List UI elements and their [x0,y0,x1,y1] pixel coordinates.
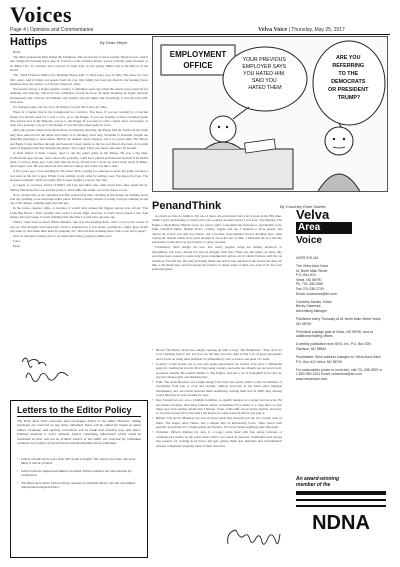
velva-area-voice-logo [296,208,352,246]
paragraph: It's changed some, but not a lot. Or maybe it is just that I am a lot older. [13,105,108,110]
award-line: An award-winning [296,476,340,482]
paragraph: As much as I hate to admit it, I'm one of those old-soul music fans who is stuck in the '80s time-claim. I grew up listening to artists who were popular decades before I was born. The Beatles, The Eagles, Chuck Berry, Marvin Gaye. As I grew older, I expanded my horizons to psychedelic rock, funk, Christian music, British music, country, reggae and rap. I listened to more genres, but almost all of that was still pre-'classic' old. I became close-minded toward anything new, often saying my current artists were great enough or stood the test of time. I lamented the fact that my generation would have no good music to show our kids. [152,214,282,245]
paragraph: Shirley came back in about fifteen minutes. She saw me standing there, with a rose in the corner of my eye. She thought I had been hurt. I had to explain how it was about a petting in a fight, guys would just walk by and shake their head in sympathy for "that old man standing there with a rose and a purse." [10,220,148,233]
paragraph: There is a bucker that in the background for cowboys. The three, if you are looking for a rancher friend you haven't seen for a year or two, go to the Range. If you are looking to meet a hunting guide who used to live in the Dakotas, you go to the Range. If you need to cash a check, have a beverage, or drop off a package, you go to the Range. It was the best poker game in town. [10,110,148,128]
paper-header [258,27,345,33]
logo-velva: Velva [296,207,330,222]
paragraph: Now, picture this. A two hundred and fifty pound plus man, standing in the Range on bucking horse sale day, holding a rose and huge ladies purse. Picture a steady stream of young cowboys walking in and out of the Range, walking right past this guy. [10,192,148,206]
letters-rule [17,416,141,417]
courtney-signature [222,516,284,560]
paragraph: In the looks, sneezes, sighs, or niceties, it would have ensued the biggest uproar ever. About "The Little Big Horse." Well, actually, that wasn't a movie fight. Anyway, it would have caused a riot. And being older and wiser, I wasn't relishing this idea like I would have decades ago. [10,206,148,220]
paragraph: • Rap: Donald Glover, a.k.a. Childish Gambino, is equally talented as a rapper and an actor. He has better wordplay than most famous artists; sometimes I'll re-listen to a song three or four times and catch another subtle trick I missed. Some of his stuff can be pretty explicit, however, so if you're turned off by that like I am maybe do some research before you play it. [152,398,282,416]
paragraph: Dean [13,243,20,248]
masthead-staff [296,300,386,314]
header-rule [10,34,390,35]
hattips-byline: By Dean Meyer [100,40,128,45]
masthead-periodical: Periodical postage paid at Velva, ND 58790, and at additional mailing offices. [296,329,373,339]
paragraph: • Country: Caleb stands out as rare and under-appreciated, he doesn't even have a Wikipedia page yet. Getting his start in 2012, the young country-soul artist has already put out seven well-produced albums. He sounds similar to The Eagles, and has a lot of thoughtful lyrics that go beyond chasing girls and drinking beer. [152,362,282,380]
letters-guidelines [17,457,141,493]
cartoon-right-bubble: ARE YOU REFERRING TO THE DEMOCRATS OR PRESIDENT TRUMP? [328,55,369,101]
masthead-usps: USPS 019-116 [296,256,319,260]
paragraph: We weren't always a leader, gentler cowboy. I remember years ago when the streets were roped off for drinking and dancing. The local bar ordinances would be froze all night breaking up fights between shopkeepers and cowboys and Indians and soldiers and girl fights and everything. It was the real wild, wild west. [10,87,148,105]
paper-name-b: Voice [273,27,288,33]
paragraph: A couple of cowboys, friend of Matt's and Lily and mine who came down here, they asked me in. Shirley Hands me her rose and her purse to hold while she walks out on the dance to rest. [10,183,148,192]
cartoon-sign-line2: OFFICE [183,61,213,70]
paragraph: After the parade comes down main street on Saturday morning, the Range fills up. Earlier in the week they have removed all the tables and chairs. It is standing room only. Shoulder to shoulder. People are hollering greetings to newcomers. Beards are shaken, beers slopped, and it is a great time. The Dixon and Eagle Corps marches through and General Custer stands on the bar and directs the band. A Scottish band of bagpipes marches through and plays a few songs. There are cheers and beers all around. [10,128,148,151]
paragraph: The third weekend in May brings the Preakness. The second leg of horse racings Triple Crown. And it also brings the bucking horse sale. If you live on the northern plains, you've probably been through, or in, Miles City. To ranchers and cowboys of older days, in the spring, Miles City is the Mecca of the North. [10,55,148,73]
masthead-subscribe: For subscription prices or more info, call 701-338-2599 or 1-800-950-1401 Email: voicenews@srt.com www.velvavoice.com [296,367,383,381]
masthead-postmaster: Postmaster: Send address changes to: Velva Area Voice P.O. Box 610 Velva, ND 58790 [296,355,381,364]
cartoon-middle-bubble: YOUR PREVIOUS EMPLOYER SAYS YOU HATED HIM. SAID YOU HATED THEM [242,57,287,91]
letters-policy-box [10,400,148,558]
masthead-subscription: A weekly publication from BHG, Inc. P.O. Box 309, Garrison, ND 58540 [296,342,372,351]
logo-voice: Voice [296,235,322,246]
cartoon-sign-line1: EMPLOYMENT [169,50,227,59]
letters-guideline: • Letters should not be more than 350 words in length. The shorter the letter, the more likely it will be printed. [17,457,141,466]
letters-title: Letters to the Editor Policy [17,405,132,415]
paragraph: • Christian: Offset's Rafting my tune is a hoppy indie band with fun, string fashions or contemporary music, in the point where there's not much in between. Indiefolk-Grace moves that passion for crafting good lyrics and gets giving them new melodies and instrumentals without completely stripping them of their character. [152,430,282,448]
paragraph: • Block: The Killers broke the tonight, opening up with a song, "Mr. Brightside." They don't try to be anything they're not, and you can tell they love fun. Add to that a lot of great personality and a focus on using their platform for philanthropy, and you have one heck of a band. [152,348,282,361]
letters-guideline: • The Velva Area Voice will not honor requests to withhold names. We will not publish anonymous/unsigned letters. [17,481,141,490]
dean-signature [18,352,78,390]
address-line: The Velva Area Voice [296,264,329,269]
masthead-address [296,264,386,296]
cartoon-drawing [153,37,388,192]
section-title: Voices [10,2,73,27]
paragraph: A farm friend of mine, Casper, used to run the poker game at the Range. He was a big man. Professional sure shooter. And a man who probably could have played professional football if he hadn't been a cowboy. Years ago, I saw him take his boots off and toss a stack out down main street in Miles. And Casper won. He was about six-five and two-ninety and could toss like a deer. [10,151,148,169]
ndna-text: NDNA [312,512,370,534]
staff-line: Courtney Davies, Editor [296,299,332,304]
masthead-sidebar [290,208,390,562]
editorial-cartoon [152,36,388,192]
issue-date: | Thursday, May 25, 2017 [288,27,345,33]
paper-name-a: Velva [258,27,273,33]
letters-intro: The Velva Area Voice welcomes and encourages letters to the editor. However, editing privileges are reserved on any items submitted. Items will be edited for length as space allows. Grammar and spelling corrections will be made and revisions may take place. Libelous material is never allowed. Letters containing information which could be construed as libel will not be printed. Letters to the editor are reserved for individual comment on a subject of local interest and should follow these guidelines. [17,419,141,446]
paragraph: A few years ago, I was standing by the poker table, waiting for someone to leave the game, because I was next on the list to play. While I was waiting a lady came by selling roses. You know the type. The hopeless romantic. Well, not really. But Casper bought a rose for my wife. [10,169,148,183]
ndna-logo [296,491,386,537]
paragraph: The "World Famous Miles City Bucking Horse Sale" is held every year in May. Has been for over fifty years. And it brings out people from all over. Our family has been involved in the bucking horse business since the sixties, so I haven't missed it often. [10,73,148,87]
letters-guideline: • Letters must be signed and address included. Phone numbers are also advised for verification. [17,469,141,478]
page-subhead: Page 4 | Opinions and Commentaries [10,27,94,33]
hattips-title: Hattips [10,36,48,48]
award-line: member of the [296,482,331,488]
paragraph: • Folk: The Avett Brothers are a high-energy folk band who aren't afraid to mix in elements of everything from pop to rock and ragtime. Almost everyone in the band plays multiple instruments, and can switch between them seamlessly. Getting their start in 2000, they already sound like they've been around for ages. [152,380,282,398]
paragraph: • British: The Arctic Monkeys are one of those bands that instantly put me in a certain state of mind. The singer, Alex Turner, has a unique mix of influencing lyrics, often varied with periodic long fields. It's a mini-upbeat and mellow, I've never heard anything quite like them. [152,416,282,429]
address-line: P.O. Box 610 [296,273,316,278]
hattips-body [10,50,148,350]
address-line: Velva, ND 58790 [296,277,322,282]
paragraph: Hello, [13,50,22,54]
address-line: Email: voicenews@srt.com [296,291,337,296]
paragraph: Later, [13,238,21,243]
award-text [296,476,339,488]
address-line: Fax 701-338-2709 [296,287,324,292]
address-line: #1 North Main Street [296,268,328,273]
penthink-title: PenandThink [152,200,222,212]
paragraph: Fortunately, that's simply not true. Yes, many popular songs are simple, mediocre or throughline, but every decade has had its struggle with that. These are still gems out there. My ears have been opened to some truly great contemporary artists, all of whom I believe will live on in history. For this list, I'm only including bands and artists who debuted in the lowest ten dates I'd like to list them here, and encourage my readers to check some of them out, even if it's not your preferred genre. [152,245,282,272]
logo-area: Area [296,222,352,234]
masthead-info [296,256,386,385]
staff-line: Advertising Manager [296,308,328,313]
paragraph: And, in retrospect, being old is a lot easier than being young in Miles now! [13,233,112,238]
masthead-publishing: Published every Thursday at #1 North Main Street Velva, ND 58790 [296,317,382,326]
staff-line: Becky Ostensoe, [296,304,322,309]
penthink-byline: By Courtney Euler Davies [280,204,326,209]
address-line: Ph. 701-338-2599 [296,282,324,287]
